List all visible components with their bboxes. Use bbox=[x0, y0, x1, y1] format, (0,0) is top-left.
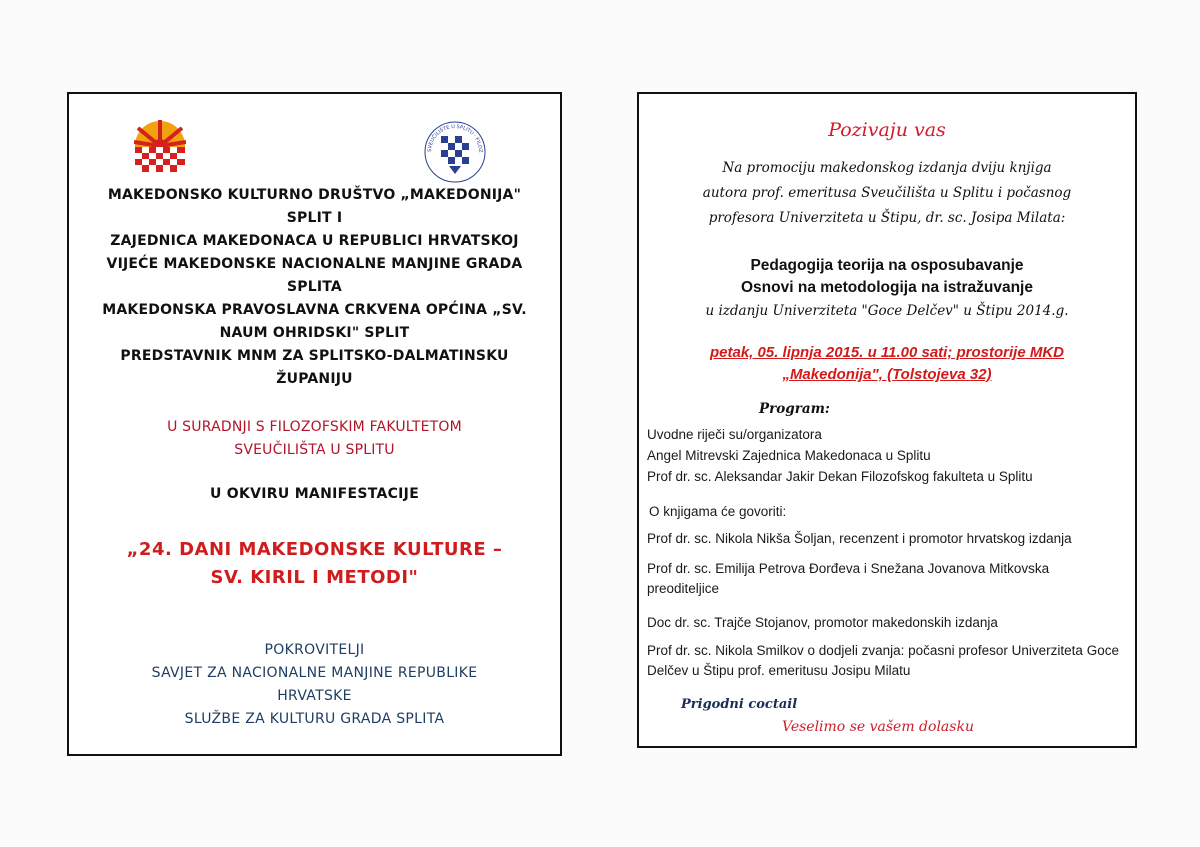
patron-line: HRVATSKE bbox=[277, 688, 352, 704]
cooperation-note bbox=[69, 416, 560, 462]
program-item: Prof dr. sc. Emilija Petrova Đorđeva i Snežana Jovanova Mitkovska bbox=[647, 561, 1050, 576]
cooperation-line: SVEUČILIŠTA U SPLITU bbox=[234, 442, 395, 458]
patron-line: SLUŽBE ZA KULTURU GRADA SPLITA bbox=[184, 711, 445, 727]
organizer-line: MAKEDONSKA PRAVOSLAVNA CRKVENA OPĆINA „SV. bbox=[102, 302, 527, 318]
program-item: Prof dr. sc. Nikola Nikša Šoljan, recenzent i promotor hrvatskog izdanja bbox=[647, 531, 1072, 546]
program-heading: Program: bbox=[759, 401, 830, 417]
book-title: Osnovi na metodologija na istražuvanje bbox=[741, 279, 1033, 296]
welcome-note: Veselimo se vašem dolasku bbox=[782, 719, 974, 735]
organizer-line: PREDSTAVNIK MNM ZA SPLITSKO-DALMATINSKU bbox=[120, 348, 509, 364]
left-invitation-panel bbox=[67, 92, 562, 756]
organizer-line: MAKEDONSKO KULTURNO DRUŠTVO „MAKEDONIJA" bbox=[107, 187, 522, 203]
patrons-heading: POKROVITELJI bbox=[264, 642, 365, 658]
organizer-line: SPLIT I bbox=[286, 210, 343, 226]
event-title-line: SV. KIRIL I METODI" bbox=[210, 567, 419, 588]
intro-line: profesora Univerziteta u Štipu, dr. sc. Josipa Milata: bbox=[708, 210, 1066, 226]
program-item: Uvodne riječi su/organizatora bbox=[647, 427, 822, 442]
program-item: Angel Mitrevski Zajednica Makedonaca u Splitu bbox=[647, 448, 931, 463]
invitation-heading: Pozivaju vas bbox=[828, 119, 946, 141]
organizer-line: SPLITA bbox=[287, 279, 342, 295]
intro-line: autora prof. emeritusa Sveučilišta u Splitu i počasnog bbox=[702, 185, 1072, 201]
book-titles bbox=[639, 255, 1135, 299]
seal-lettering: SVEUČILIŠTE U SPLITU · FILOZ bbox=[426, 123, 484, 153]
organizer-line: VIJEĆE MAKEDONSKE NACIONALNE MANJINE GRADA bbox=[106, 256, 523, 272]
program-item: preoditeljice bbox=[647, 581, 720, 596]
program-item: Prof dr. sc. Nikola Smilkov o dodjeli zvanja: počasni profesor Univerziteta Goce bbox=[647, 643, 1119, 658]
right-invitation-panel bbox=[637, 92, 1137, 748]
organizers-list bbox=[69, 184, 560, 391]
event-location-line: „Makedonija", (Tolstojeva 32) bbox=[782, 366, 992, 383]
event-date-line: petak, 05. lipnja 2015. u 11.00 sati; prostorije MKD bbox=[709, 344, 1065, 361]
program-item: Delčev u Štipu prof. emeritusu Josipu Milatu bbox=[647, 663, 911, 678]
program-item: Doc dr. sc. Trajče Stojanov, promotor makedonskih izdanja bbox=[647, 615, 998, 630]
intro-line: Na promociju makedonskog izdanja dviju knjiga bbox=[722, 160, 1052, 176]
reception-note: Prigodni coctail bbox=[681, 697, 798, 712]
invitation-intro bbox=[639, 156, 1135, 231]
organizer-line: ŽUPANIJU bbox=[276, 371, 353, 387]
patrons-block bbox=[69, 639, 560, 731]
program-item: O knjigama će govoriti: bbox=[649, 504, 787, 519]
organizer-line: ZAJEDNICA MAKEDONACA U REPUBLICI HRVATSKOJ bbox=[110, 233, 519, 249]
macedonian-croatian-emblem-icon bbox=[134, 120, 186, 172]
event-title-line: „24. DANI MAKEDONSKE KULTURE – bbox=[126, 539, 503, 560]
event-title bbox=[69, 536, 560, 592]
book-title: Pedagogija teorija na osposubavanje bbox=[750, 257, 1024, 274]
cooperation-line: U SURADNJI S FILOZOFSKIM FAKULTETOM bbox=[167, 419, 462, 435]
university-of-split-faculty-seal-icon bbox=[419, 116, 491, 188]
program-item: Prof dr. sc. Aleksandar Jakir Dekan Filozofskog fakulteta u Splitu bbox=[647, 469, 1033, 484]
event-date-location bbox=[639, 342, 1135, 386]
publisher-line: u izdanju Univerziteta "Goce Delčev" u Štipu 2014.g. bbox=[705, 303, 1069, 319]
patron-line: SAVJET ZA NACIONALNE MANJINE REPUBLIKE bbox=[151, 665, 478, 681]
framework-label: U OKVIRU MANIFESTACIJE bbox=[209, 486, 420, 502]
organizer-line: NAUM OHRIDSKI" SPLIT bbox=[219, 325, 410, 341]
